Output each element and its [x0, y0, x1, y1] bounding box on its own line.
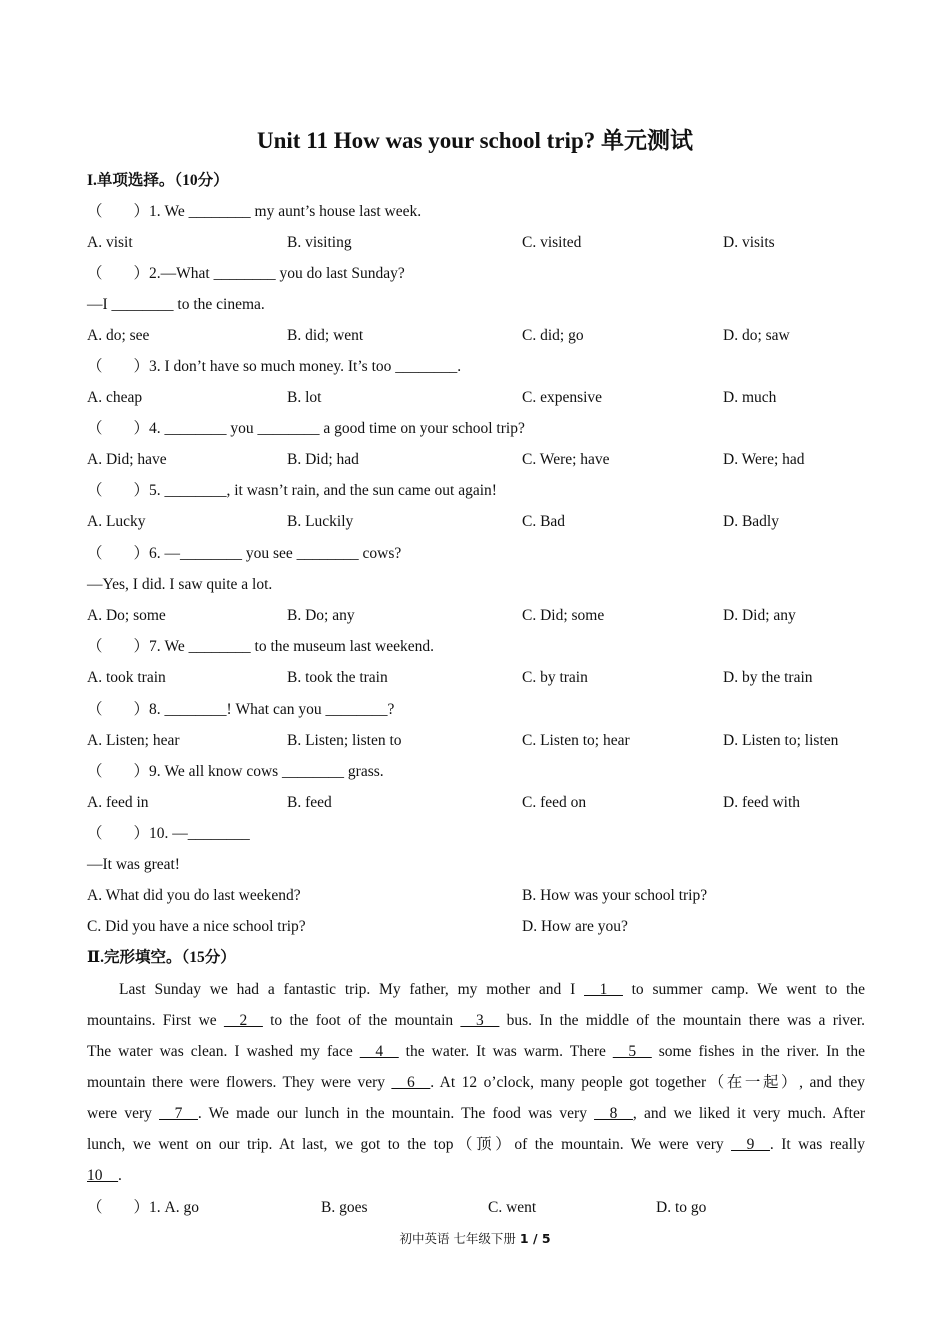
- q9-option-b[interactable]: B. feed: [287, 794, 332, 811]
- q2-option-d[interactable]: D. do; saw: [723, 327, 790, 344]
- q6-option-c[interactable]: C. Did; some: [522, 607, 605, 624]
- cloze-q1-option-d[interactable]: D. to go: [656, 1199, 707, 1216]
- question-6-stem-line2: —Yes, I did. I saw quite a lot.: [87, 576, 273, 593]
- q5-option-a[interactable]: A. Lucky: [87, 513, 146, 530]
- q7-option-b[interactable]: B. took the train: [287, 669, 388, 686]
- question-10-stem-line2: —It was great!: [87, 856, 180, 873]
- cloze-blank-7[interactable]: __7__: [159, 1105, 198, 1122]
- q9-option-c[interactable]: C. feed on: [522, 794, 587, 811]
- cloze-blank-6[interactable]: __6__: [391, 1074, 431, 1091]
- q3-option-a[interactable]: A. cheap: [87, 389, 143, 406]
- passage-line-4: mountain there were flowers. They were very __6__. At 12 o’clock, many people got together（在一起）, and they: [87, 1074, 866, 1091]
- q8-option-b[interactable]: B. Listen; listen to: [287, 732, 402, 749]
- q4-option-c[interactable]: C. Were; have: [522, 451, 610, 468]
- q4-option-a[interactable]: A. Did; have: [87, 451, 167, 468]
- question-4-stem: （ ）4. ________ you ________ a good time on your school trip?: [87, 420, 525, 437]
- q9-option-a[interactable]: A. feed in: [87, 794, 149, 811]
- q1-option-b[interactable]: B. visiting: [287, 234, 352, 251]
- q9-option-d[interactable]: D. feed with: [723, 794, 801, 811]
- passage-line-2: mountains. First we __2__ to the foot of the mountain __3__ bus. In the middle of the mountain there was a river.: [87, 1012, 865, 1029]
- q5-option-d[interactable]: D. Badly: [723, 513, 779, 530]
- cloze-blank-10[interactable]: 10__: [87, 1167, 118, 1184]
- q5-option-c[interactable]: C. Bad: [522, 513, 566, 530]
- passage-line-3: The water was clean. I washed my face __4__ the water. It was warm. There __5__ some fishes in the river. In the: [87, 1043, 866, 1060]
- q6-option-b[interactable]: B. Do; any: [287, 607, 355, 624]
- q7-option-a[interactable]: A. took train: [87, 669, 166, 686]
- q6-option-a[interactable]: A. Do; some: [87, 607, 166, 624]
- page-title: Unit 11 How was your school trip? 单元测试: [257, 128, 693, 153]
- q10-option-c[interactable]: C. Did you have a nice school trip?: [87, 918, 306, 935]
- cloze-blank-3[interactable]: __3__: [460, 1012, 500, 1029]
- question-1-stem: （ ）1. We ________ my aunt’s house last week.: [87, 203, 422, 220]
- q4-option-b[interactable]: B. Did; had: [287, 451, 359, 468]
- cloze-blank-2[interactable]: __2__: [224, 1012, 263, 1029]
- cloze-q1-option-c[interactable]: C. went: [488, 1199, 537, 1216]
- footer-text: 初中英语 七年级下册: [399, 1231, 520, 1246]
- q8-option-c[interactable]: C. Listen to; hear: [522, 732, 630, 749]
- question-8-stem: （ ）8. ________! What can you ________?: [87, 701, 395, 718]
- q7-option-c[interactable]: C. by train: [522, 669, 588, 686]
- q6-option-d[interactable]: D. Did; any: [723, 607, 796, 624]
- cloze-blank-4[interactable]: __4__: [359, 1043, 399, 1060]
- q1-option-c[interactable]: C. visited: [522, 234, 582, 251]
- section-2-heading: Ⅱ.完形填空。（15分）: [87, 949, 236, 966]
- q8-option-d[interactable]: D. Listen to; listen: [723, 732, 839, 749]
- q2-option-c[interactable]: C. did; go: [522, 327, 584, 344]
- page-footer: [0, 1229, 950, 1247]
- section-1-heading: I.单项选择。（10分）: [87, 172, 229, 189]
- passage-line-7: 10__.: [87, 1167, 122, 1184]
- question-3-stem: （ ）3. I don’t have so much money. It’s too ________.: [87, 358, 462, 375]
- cloze-blank-1[interactable]: __1__: [584, 981, 623, 998]
- passage-line-5: were very __7__. We made our lunch in the mountain. The food was very __8__, and we liked it very much. After: [87, 1105, 865, 1122]
- question-5-stem: （ ）5. ________, it wasn’t rain, and the sun came out again!: [87, 482, 497, 499]
- passage-line-6: lunch, we went on our trip. At last, we got to the top（顶）of the mountain. We were very __9__. It was really: [87, 1136, 866, 1153]
- q10-option-d[interactable]: D. How are you?: [522, 918, 628, 935]
- q3-option-d[interactable]: D. much: [723, 389, 777, 406]
- q3-option-c[interactable]: C. expensive: [522, 389, 603, 406]
- question-7-stem: （ ）7. We ________ to the museum last weekend.: [87, 638, 435, 655]
- page-number: 1 / 5: [519, 1231, 551, 1246]
- cloze-question-1-stem: （ ）1. A. go: [87, 1199, 199, 1216]
- q10-option-a[interactable]: A. What did you do last weekend?: [87, 887, 301, 904]
- cloze-q1-option-b[interactable]: B. goes: [321, 1199, 368, 1216]
- passage-line-1: Last Sunday we had a fantastic trip. My father, my mother and I __1__ to summer camp. We went to the: [119, 981, 865, 998]
- q2-option-b[interactable]: B. did; went: [287, 327, 364, 344]
- q4-option-d[interactable]: D. Were; had: [723, 451, 805, 468]
- question-9-stem: （ ）9. We all know cows ________ grass.: [87, 763, 384, 780]
- question-6-stem: （ ）6. —________ you see ________ cows?: [87, 545, 402, 562]
- cloze-blank-9[interactable]: __9__: [731, 1136, 770, 1153]
- question-2-stem-line2: —I ________ to the cinema.: [87, 296, 265, 313]
- cloze-blank-5[interactable]: __5__: [612, 1043, 652, 1060]
- cloze-blank-8[interactable]: __8__: [594, 1105, 633, 1122]
- q7-option-d[interactable]: D. by the train: [723, 669, 813, 686]
- q5-option-b[interactable]: B. Luckily: [287, 513, 354, 530]
- q1-option-a[interactable]: A. visit: [87, 234, 133, 251]
- question-2-stem: （ ）2.—What ________ you do last Sunday?: [87, 265, 405, 282]
- question-10-stem: （ ）10. —________: [87, 825, 250, 842]
- q1-option-d[interactable]: D. visits: [723, 234, 775, 251]
- q3-option-b[interactable]: B. lot: [287, 389, 322, 406]
- q10-option-b[interactable]: B. How was your school trip?: [522, 887, 708, 904]
- q2-option-a[interactable]: A. do; see: [87, 327, 150, 344]
- q8-option-a[interactable]: A. Listen; hear: [87, 732, 180, 749]
